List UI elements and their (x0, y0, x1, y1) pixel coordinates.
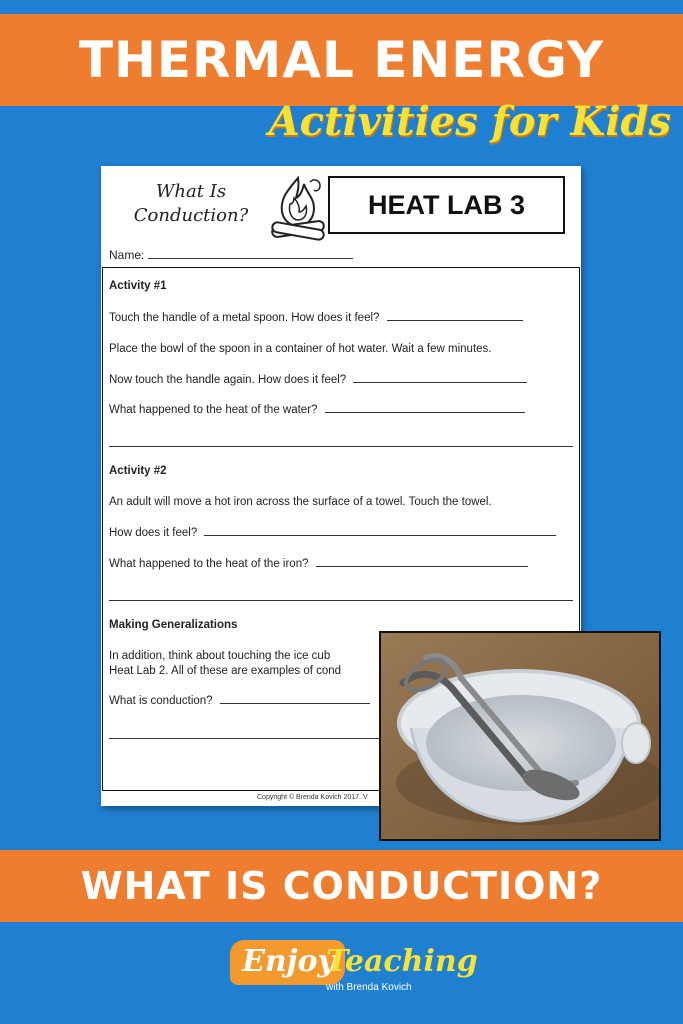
lab-label: HEAT LAB 3 (328, 176, 565, 234)
name-blank (148, 258, 353, 259)
generalizations-question-text: What is conduction? (109, 695, 213, 707)
activity1-heading: Activity #1 (109, 280, 167, 292)
answer-line (109, 600, 573, 601)
answer-blank (387, 320, 523, 321)
answer-line (109, 446, 573, 447)
photo-illustration (381, 633, 659, 839)
generalizations-line2: Heat Lab 2. All of these are examples of cond (109, 665, 342, 677)
worksheet-title-line1: What Is (155, 181, 227, 202)
bottom-banner-text: WHAT IS CONDUCTION? (80, 864, 603, 908)
campfire-icon (266, 174, 330, 242)
activity1-q3-text: Now touch the handle again. How does it feel? (109, 374, 347, 386)
activity1-q4-text: What happened to the heat of the water? (109, 404, 318, 416)
answer-blank (204, 535, 556, 536)
activity2-q2 (109, 527, 556, 539)
generalizations-question (109, 695, 370, 707)
answer-line (109, 738, 379, 739)
enjoy-teaching-logo (230, 940, 478, 1002)
worksheet-title (131, 180, 251, 228)
activity1-q3 (109, 374, 527, 386)
name-field (109, 248, 353, 262)
activity1-q4 (109, 404, 525, 416)
activity2-q3 (109, 558, 528, 570)
name-label: Name: (109, 248, 145, 262)
activity2-q3-text: What happened to the heat of the iron? (109, 558, 309, 570)
logo-teaching: Teaching (326, 944, 478, 979)
worksheet-title-line2: Conduction? (133, 205, 249, 226)
activity2-q2-text: How does it feel? (109, 527, 198, 539)
answer-blank (325, 412, 525, 413)
activity2-heading: Activity #2 (109, 465, 167, 477)
copyright: Copyright © Brenda Kovich 2017. V (257, 794, 368, 801)
answer-blank (220, 703, 370, 704)
activity1-q2: Place the bowl of the spoon in a container of hot water. Wait a few minutes. (109, 343, 492, 355)
generalizations-heading: Making Generalizations (109, 619, 238, 631)
activity1-q1-text: Touch the handle of a metal spoon. How does it feel? (109, 312, 380, 324)
bottom-banner (0, 850, 683, 922)
logo-enjoy: Enjoy (230, 940, 345, 985)
title-banner (0, 14, 683, 106)
subtitle: Activities for Kids (268, 98, 671, 145)
answer-blank (353, 382, 527, 383)
logo-byline: with Brenda Kovich (326, 982, 412, 993)
page-title: THERMAL ENERGY (78, 31, 605, 89)
activity1-q1 (109, 312, 523, 324)
generalizations-line1: In addition, think about touching the ice cub (109, 650, 331, 662)
answer-blank (316, 566, 528, 567)
activity2-q1: An adult will move a hot iron across the surface of a towel. Touch the towel. (109, 496, 492, 508)
tongs-in-bowl-photo (379, 631, 661, 841)
